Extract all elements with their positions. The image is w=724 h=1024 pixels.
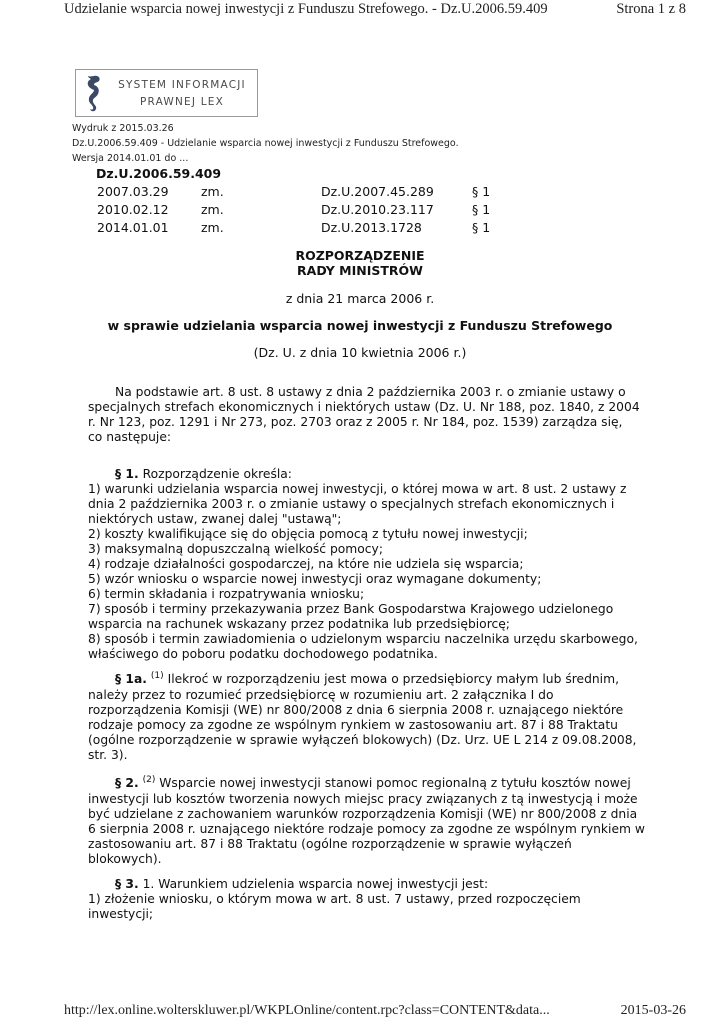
text-line: str. 3). [88,748,128,762]
amendment-date: 2010.02.12 [97,202,169,217]
doc-title-line1: ROZPORZĄDZENIE [295,248,425,263]
section-1a-first-line: § 1a. $^{(1)}$ Ilekroć w rozporządzeniu jest mowa o przedsiębiorcy małym lub średnim, [115,671,619,686]
amendment-row [97,202,517,218]
list-item: 8) sposób i termin zawiadomienia o udzielonym wsparciu naczelnika urzędu skarbowego, [88,632,638,646]
preamble-line: specjalnych strefach ekonomicznych i niektórych ustaw (Dz. U. Nr 188, poz. 1840, z 2004 [88,400,640,414]
logo-text-line2: PRAWNEJ LEX [140,96,224,108]
list-item: 2) koszty kwalifikujące się do objęcia pomocą z tytułu nowej inwestycji; [88,527,528,541]
preamble-line: co następuje: [88,430,172,444]
amendment-par: § 1 [472,184,491,199]
section-mark: § 1a. [115,672,147,686]
seahorse-icon [82,73,104,114]
page-footer [0,1003,724,1023]
list-item: 7) sposób i terminy przekazywania przez Bank Gospodarstwa Krajowego udzielonego [88,602,614,616]
section-3-intro: § 3. 1. Warunkiem udzielenia wsparcia nowej inwestycji jest: [115,877,489,891]
list-item: właściwego do poboru podatku dochodowego podatnika. [88,647,438,661]
list-item: 3) maksymalną dopuszczalną wielkość pomocy; [88,542,383,556]
amendment-row [97,220,517,236]
footnote-ref[interactable]: (2) [142,775,156,785]
doc-journal: (Dz. U. z dnia 10 kwietnia 2006 r.) [253,345,467,360]
list-item: niektórych ustaw, zwanej dalej "ustawą"; [88,512,342,526]
header-title: Udzielanie wsparcia nowej inwestycji z Funduszu Strefowego. - Dz.U.2006.59.409 [64,1,548,17]
logo-text-line1: SYSTEM INFORMACJI [118,79,246,91]
act-id: Dz.U.2006.59.409 [96,166,222,181]
doc-title-line2: RADY MINISTRÓW [297,263,423,278]
footnote-ref[interactable]: (1) [150,671,164,681]
list-item: 1) złożenie wniosku, o którym mowa w art. 8 ust. 7 ustawy, przed rozpoczęciem [88,892,581,906]
text-line: (ogólne rozporządzenie w sprawie wyłączeń blokowych) (Dz. Urz. UE L 214 z 09.08.2008, [88,733,637,747]
amendment-ref: Dz.U.2013.1728 [321,220,422,235]
text-line: zastosowaniu art. 87 i 88 Traktatu (ogólne rozporządzenie w sprawie wyłączeń [88,837,572,851]
text-line: być udzielane z zachowaniem warunków rozporządzenia Komisji (WE) nr 800/2008 z dnia [88,807,638,821]
list-item: 4) rodzaje działalności gospodarczej, na które nie udziela się wsparcia; [88,557,524,571]
header-page-number: Strona 1 z 8 [616,1,686,17]
text-line: rozporządzenia Komisji (WE) nr 800/2008 z dnia 6 sierpnia 2008 r. uznającego niektóre [88,703,624,717]
amendment-type: zm. [201,202,224,217]
footer-url[interactable]: http://lex.online.wolterskluwer.pl/WKPLOnline/content.rpc?class=CONTENT&data... [64,1003,550,1018]
section-1-intro: § 1. Rozporządzenie określa: [115,467,292,481]
section-2-first-line: § 2. $^{(2)}$ Wsparcie nowej inwestycji stanowi pomoc regionalną z tytułu kosztów nowej [115,775,631,790]
amendment-ref: Dz.U.2007.45.289 [321,184,434,199]
list-item: 5) wzór wniosku o wsparcie nowej inwestycji oraz wymagane dokumenty; [88,572,542,586]
doc-date: z dnia 21 marca 2006 r. [285,291,435,306]
text-line: rodzaje pomocy za zgodne ze wspólnym rynkiem w zastosowaniu art. 87 i 88 Traktatu [88,718,618,732]
footer-date: 2015-03-26 [620,1003,686,1018]
amendment-row [97,184,517,200]
amendment-type: zm. [201,184,224,199]
text-line: 6 sierpnia 2008 r. uznającego niektóre rodzaje pomocy za zgodne ze wspólnym rynkiem w [88,822,645,836]
list-item: dnia 2 października 2003 r. o zmianie ustawy o specjalnych strefach ekonomicznych i [88,497,615,511]
doc-subject: w sprawie udzielania wsparcia nowej inwestycji z Funduszu Strefowego [107,318,613,333]
preamble-line: Na podstawie art. 8 ust. 8 ustawy z dnia 2 października 2003 r. o zmianie ustawy o [115,385,626,399]
amendment-par: § 1 [472,220,491,235]
amendment-par: § 1 [472,202,491,217]
amendment-date: 2014.01.01 [97,220,169,235]
act-reference: Dz.U.2006.59.409 - Udzielanie wsparcia nowej inwestycji z Funduszu Strefowego. [72,138,459,149]
section-mark: § 1. [115,467,139,481]
list-item: wsparcia na rachunek wskazany przez podatnika lub przedsiębiorcę; [88,617,510,631]
list-item: 6) termin składania i rozpatrywania wniosku; [88,587,365,601]
amendment-date: 2007.03.29 [97,184,169,199]
text-line: należy przez to rozumieć przedsiębiorcę w rozumieniu art. 2 załącznika I do [88,688,554,702]
lex-logo [75,69,258,117]
page-header [0,0,724,22]
list-item: inwestycji; [88,907,154,921]
amendment-ref: Dz.U.2010.23.117 [321,202,434,217]
act-version: Wersja 2014.01.01 do ... [72,153,189,164]
list-item: 1) warunki udzielania wsparcia nowej inwestycji, o której mowa w art. 8 ust. 2 ustawy z [88,482,627,496]
preamble-line: r. Nr 123, poz. 1291 i Nr 273, poz. 2703 oraz z 2005 r. Nr 184, poz. 1539) zarządza się, [88,415,623,429]
amendment-type: zm. [201,220,224,235]
section-mark: § 3. [115,877,139,891]
section-mark: § 2. [115,776,139,790]
printout-date: Wydruk z 2015.03.26 [72,123,174,134]
text-line: inwestycji lub kosztów tworzenia nowych miejsc pracy związanych z tą inwestycją i może [88,792,638,806]
text-line: blokowych). [88,852,162,866]
